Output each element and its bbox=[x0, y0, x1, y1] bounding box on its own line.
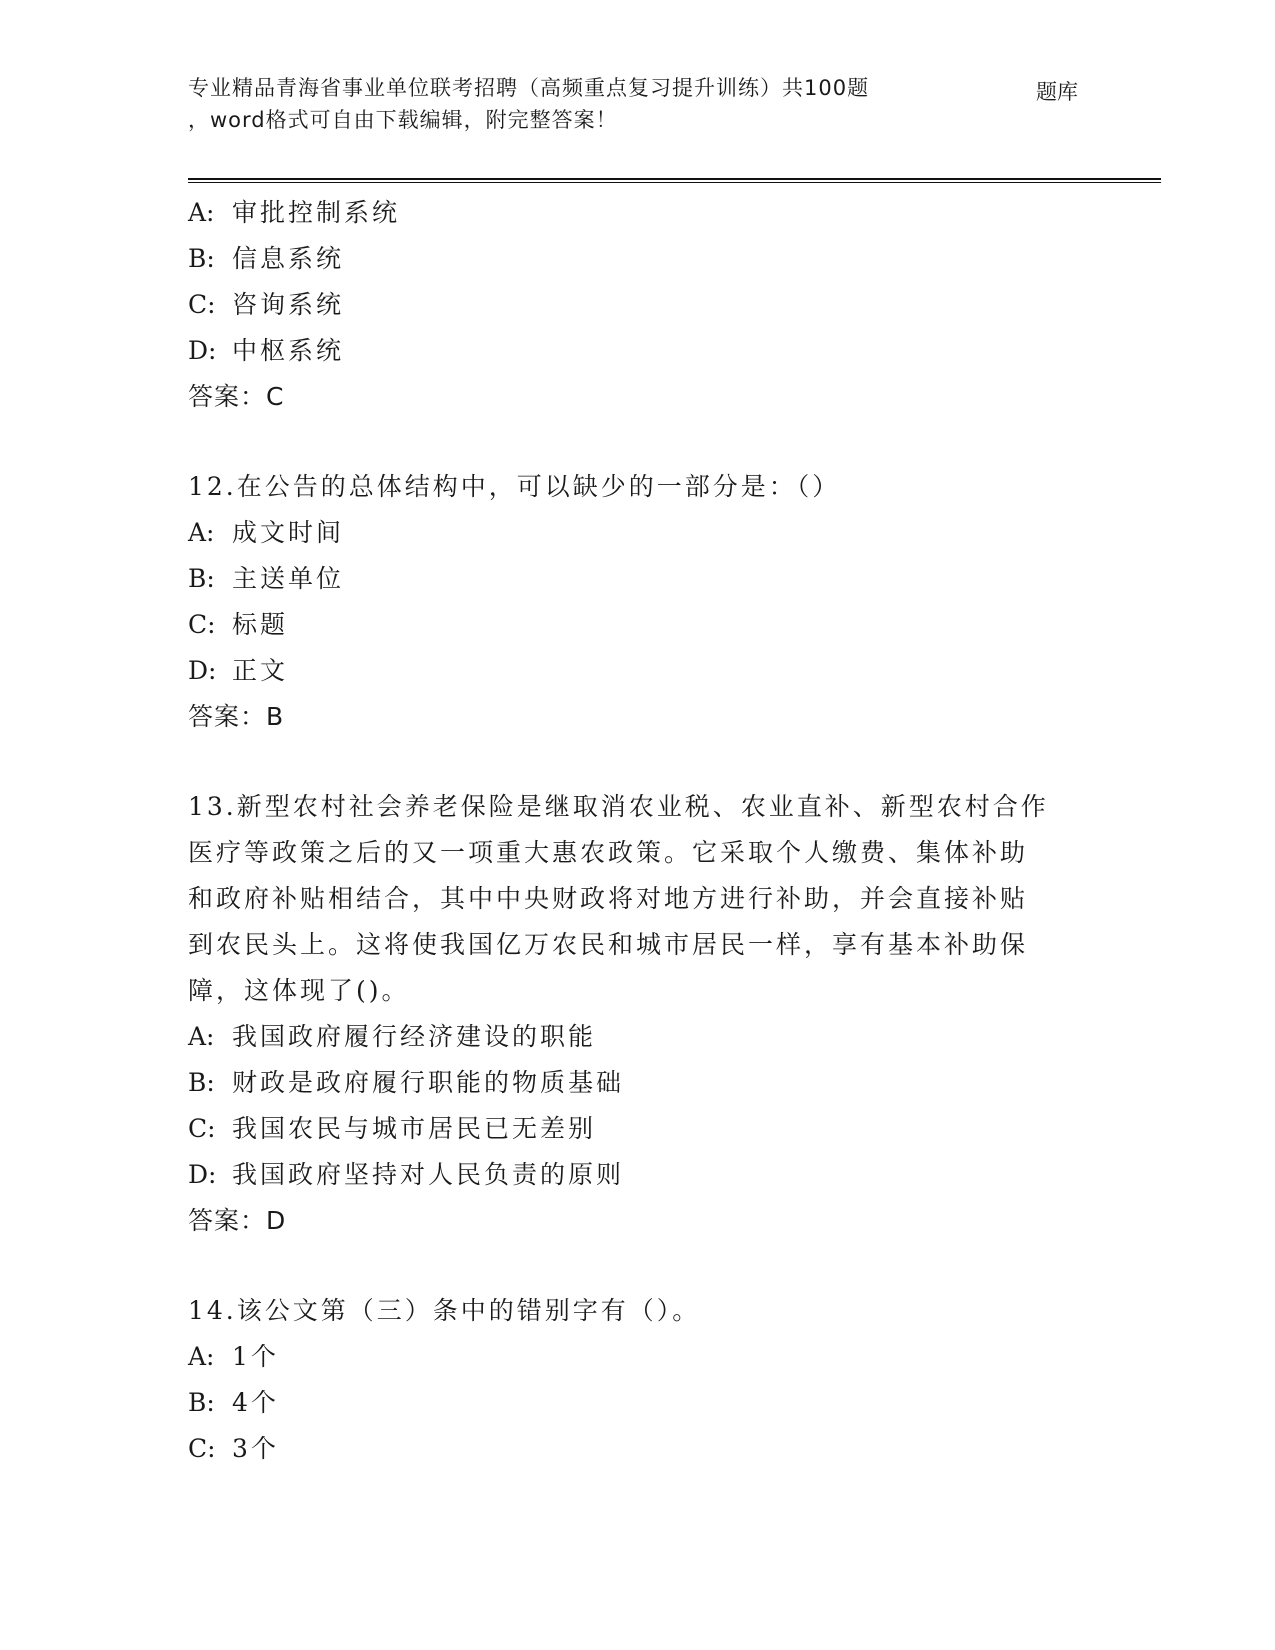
option-a: A: 我国政府履行经济建设的职能 bbox=[188, 1022, 597, 1051]
question-stem: 12.在公告的总体结构中，可以缺少的一部分是：（） bbox=[188, 472, 841, 501]
option-c: C: 标题 bbox=[188, 610, 289, 639]
question-12 bbox=[188, 464, 1088, 740]
header-divider-thin bbox=[188, 182, 1161, 183]
option-a: A: 审批控制系统 bbox=[188, 198, 401, 227]
header-tag: 题库 bbox=[1036, 80, 1078, 104]
option-d: D: 正文 bbox=[188, 656, 289, 685]
question-list bbox=[188, 190, 1088, 1472]
option-b: B: 4个 bbox=[188, 1388, 279, 1417]
question-stem-line: 13.新型农村社会养老保险是继取消农业税、农业直补、新型农村合作 bbox=[188, 792, 1049, 821]
header-subtitle: ，word格式可自由下载编辑，附完整答案！ bbox=[188, 108, 618, 132]
option-b: B: 财政是政府履行职能的物质基础 bbox=[188, 1068, 625, 1097]
option-c: C: 我国农民与城市居民已无差别 bbox=[188, 1114, 597, 1143]
question-11-continued bbox=[188, 190, 1088, 420]
header-title: 专业精品青海省事业单位联考招聘（高频重点复习提升训练）共100题 bbox=[188, 76, 870, 100]
question-stem-line: 医疗等政策之后的又一项重大惠农政策。它采取个人缴费、集体补助 bbox=[188, 838, 1029, 867]
answer: 答案：D bbox=[188, 1206, 287, 1235]
option-b: B: 主送单位 bbox=[188, 564, 345, 593]
question-stem-line: 障，这体现了()。 bbox=[188, 976, 410, 1005]
option-d: D: 我国政府坚持对人民负责的原则 bbox=[188, 1160, 625, 1189]
question-stem: 14.该公文第（三）条中的错别字有（）。 bbox=[188, 1296, 701, 1325]
option-a: A: 1个 bbox=[188, 1342, 279, 1371]
header-divider bbox=[188, 178, 1161, 180]
answer: 答案：B bbox=[188, 702, 285, 731]
option-b: B: 信息系统 bbox=[188, 244, 345, 273]
question-stem-line: 和政府补贴相结合，其中中央财政将对地方进行补助，并会直接补贴 bbox=[188, 884, 1029, 913]
option-a: A: 成文时间 bbox=[188, 518, 345, 547]
question-stem-line: 到农民头上。这将使我国亿万农民和城市居民一样，享有基本补助保 bbox=[188, 930, 1029, 959]
question-14 bbox=[188, 1288, 1088, 1472]
answer: 答案：C bbox=[188, 382, 285, 411]
question-13 bbox=[188, 784, 1088, 1244]
option-c: C: 3个 bbox=[188, 1434, 279, 1463]
option-d: D: 中枢系统 bbox=[188, 336, 345, 365]
option-c: C: 咨询系统 bbox=[188, 290, 345, 319]
